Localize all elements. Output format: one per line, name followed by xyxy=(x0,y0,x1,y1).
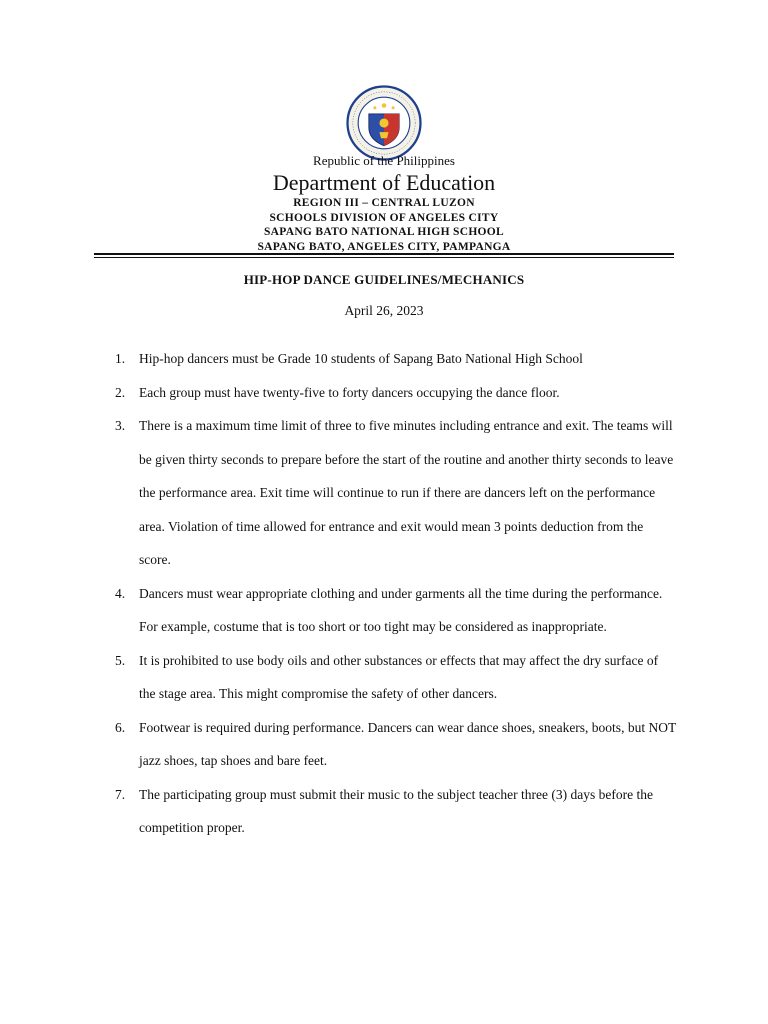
item-number: 6. xyxy=(115,719,126,735)
item-number: 7. xyxy=(115,786,126,802)
item-number: 2. xyxy=(115,384,126,400)
header-divider xyxy=(94,253,674,255)
header-divider-thin xyxy=(94,257,674,258)
region-line: REGION III – CENTRAL LUZON xyxy=(293,197,475,209)
list-item xyxy=(0,778,768,845)
department-name: Department of Education xyxy=(272,170,496,195)
item-text: There is a maximum time limit of three to five minutes including entrance and exit. The teams will be given thirty seconds to prepare before the start of the routine and another thirty seconds to leave the performance area. Exit time will continue to run if there are dancers left on the performance area. Violation of time allowed for entrance and exit would mean 3 points deduction from the score. xyxy=(139,418,674,567)
letterhead xyxy=(0,152,768,254)
list-item xyxy=(0,644,768,711)
list-item xyxy=(0,342,768,376)
item-number: 3. xyxy=(115,418,126,433)
list-item xyxy=(0,577,768,644)
item-number: 5. xyxy=(115,652,126,668)
list-item xyxy=(0,711,768,778)
item-text: Footwear is required during performance. Dancers can wear dance shoes, sneakers, boots, but NOT jazz shoes, tap shoes and bare feet. xyxy=(139,719,676,768)
item-text: The participating group must submit their music to the subject teacher three (3) days before the competition proper. xyxy=(139,786,653,835)
document-title: HIP-HOP DANCE GUIDELINES/MECHANICS xyxy=(243,272,525,287)
item-text: Dancers must wear appropriate clothing and under garments all the time during the performance. For example, costume that is too short or too tight may be considered as inappropriate. xyxy=(139,585,663,634)
republic-line: Republic of the Philippines xyxy=(313,153,455,168)
school-line: SAPANG BATO NATIONAL HIGH SCHOOL xyxy=(263,226,505,238)
item-text: Hip-hop dancers must be Grade 10 students of Sapang Bato National High School xyxy=(139,351,583,366)
item-number: 4. xyxy=(115,585,126,601)
item-number: 1. xyxy=(115,351,126,366)
deped-seal-icon xyxy=(346,85,422,161)
address-line: SAPANG BATO, ANGELES CITY, PAMPANGA xyxy=(257,240,511,253)
item-text: It is prohibited to use body oils and other substances or effects that may affect the dry surface of the stage area. This might compromise the safety of other dancers. xyxy=(139,652,659,701)
list-item xyxy=(0,376,768,410)
item-text: Each group must have twenty-five to forty dancers occupying the dance floor. xyxy=(139,384,560,400)
list-item xyxy=(0,409,768,577)
document-date: April 26, 2023 xyxy=(344,303,424,318)
division-line: SCHOOLS DIVISION OF ANGELES CITY xyxy=(269,211,499,224)
guidelines-list xyxy=(0,342,768,845)
